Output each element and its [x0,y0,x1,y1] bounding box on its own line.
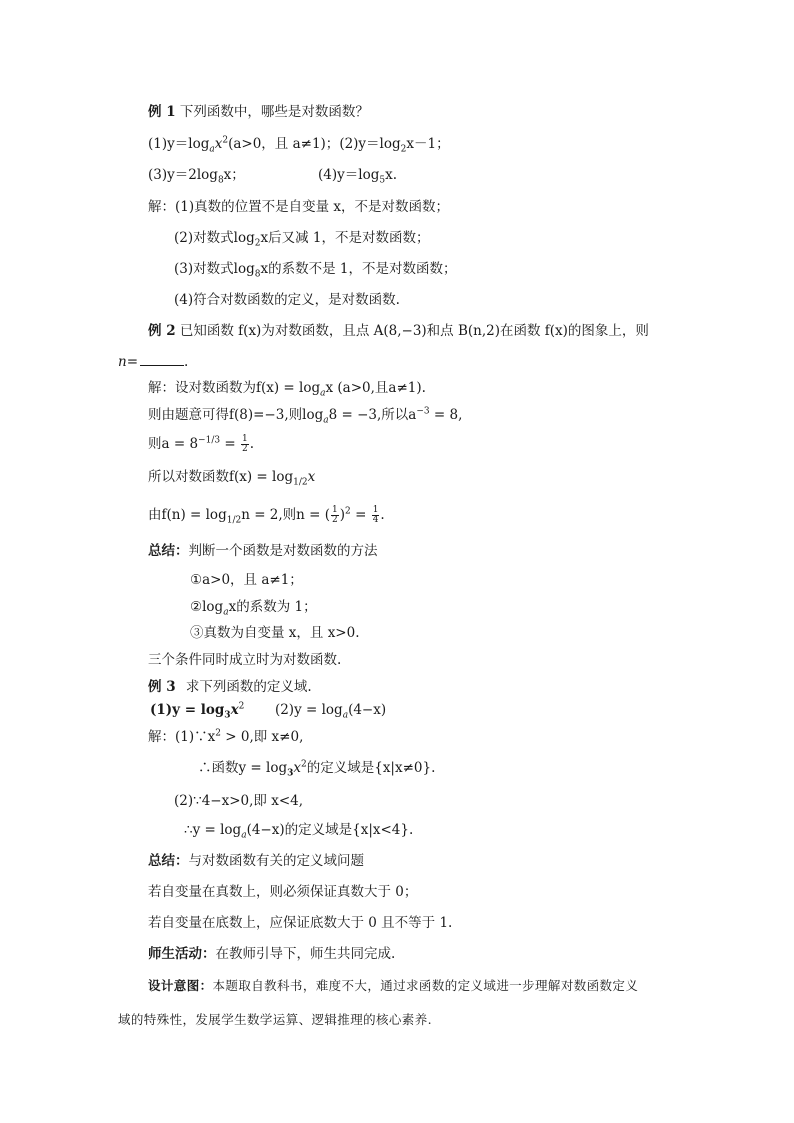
summary1-title: 总结：判断一个函数是对数函数的方法 [148,543,378,559]
summary2-line-1: 若自变量在真数上，则必须保证真数大于 0； [148,884,418,900]
example1-title [148,102,369,122]
example3-solution-1b: ∴函数$y = \log_3x^2$的定义域是{x|x≠0}. [198,759,436,779]
example2-question: 已知函数 f(x)为对数函数，且点 A(8,−3)和点 B(n,2)在函数 f(x)的图象上，则 [179,323,649,339]
answer-blank[interactable] [140,352,184,366]
fraction-one-half-b: $\frac{1}{2}$ [332,505,338,525]
example1-label: 例 1 [148,104,176,120]
example2-solution-1: 解：设对数函数为$f(x) = \log_ax$ (a>0,且a≠1). [148,380,426,399]
summary2-title: 总结：与对数函数有关的定义域问题 [148,853,364,869]
example2-solution-3: 则$a = 8^{-1/3}$ = $\frac{1}{2}$ . [148,434,255,454]
example3-solution-2: (2)∵4−x>0,即 x<4, [174,793,304,809]
example3-solution-1: 解：$(1)\because x^2 > 0$,即 x≠0, [148,728,304,745]
example1-question: 下列函数中，哪些是对数函数？ [179,104,369,120]
example2-answer-blank: n= . [118,354,189,370]
example3-solution-2b: ∴y = $\log_a(4-x)$的定义域是{x|x<4}. [184,822,414,841]
summary1-condition-2: $②\log_ax$的系数为 1； [190,599,317,618]
example3-problems: $(1)y = \log_3x^2$ $(2)y = \log_a(4-x)$ [150,701,387,721]
example1-option3: $(3)y=2\log_8x$； [148,167,245,186]
fraction-one-quarter: $\frac{1}{4}$ [372,505,379,525]
summary1-condition-1: ①a>0，且 a≠1； [190,572,303,588]
summary2-line-2: 若自变量在底数上，应保证底数大于 0 且不等于 1. [148,915,453,931]
example1-solution-3: (3)对数式$\log_8x$的系数不是 1，不是对数函数； [174,261,457,280]
example2-title [148,321,649,341]
example2-solution-2: 则由题意可得f(8)=−3,则$\log_a8 = -3$,所以$a^{-3} = 8$, [148,406,463,426]
example3-label: 例 3 [148,679,176,695]
example2-solution-5: 由$f(n) = \log_{1/2}n = 2$,则n = ( $\frac{1}{2}$ )$^2$ = $\frac{1}{4}$ . [148,505,385,526]
example1-solution-1: 解：(1)真数的位置不是自变量 x，不是对数函数； [148,199,450,215]
example3-question: 求下列函数的定义域. [185,679,312,695]
teacher-student-activity: 师生活动：在教师引导下，师生共同完成. [148,946,396,962]
example1-option4: $(4)y=\log_5x$. [318,167,397,186]
example1-solution-2: (2)对数式$\log_2x$后又减 1，不是对数函数； [174,230,430,249]
fraction-one-half: $\frac{1}{2}$ [241,434,248,454]
design-intent-continued: 域的特殊性，发展学生数学运算、逻辑推理的核心素养. [118,1012,432,1027]
example2-label: 例 2 [148,323,176,339]
example1-options-row1: $(1)y=\log_ax^2(a>0$，且 a≠1)；$(2)y=\log_2x-1$； [148,135,450,155]
example2-solution-4: 所以对数函数$f(x) = \log_{1/2}x$ [148,469,316,488]
example3-title [148,677,312,697]
summary1-condition-3: ③真数为自变量 x，且 x>0. [190,625,360,641]
summary1-conclusion: 三个条件同时成立时为对数函数. [148,652,342,668]
example1-solution-4: (4)符合对数函数的定义，是对数函数. [174,292,400,308]
design-intent: 设计意图：本题取自教科书，难度不大，通过求函数的定义域进一步理解对数函数定义 [148,978,639,993]
